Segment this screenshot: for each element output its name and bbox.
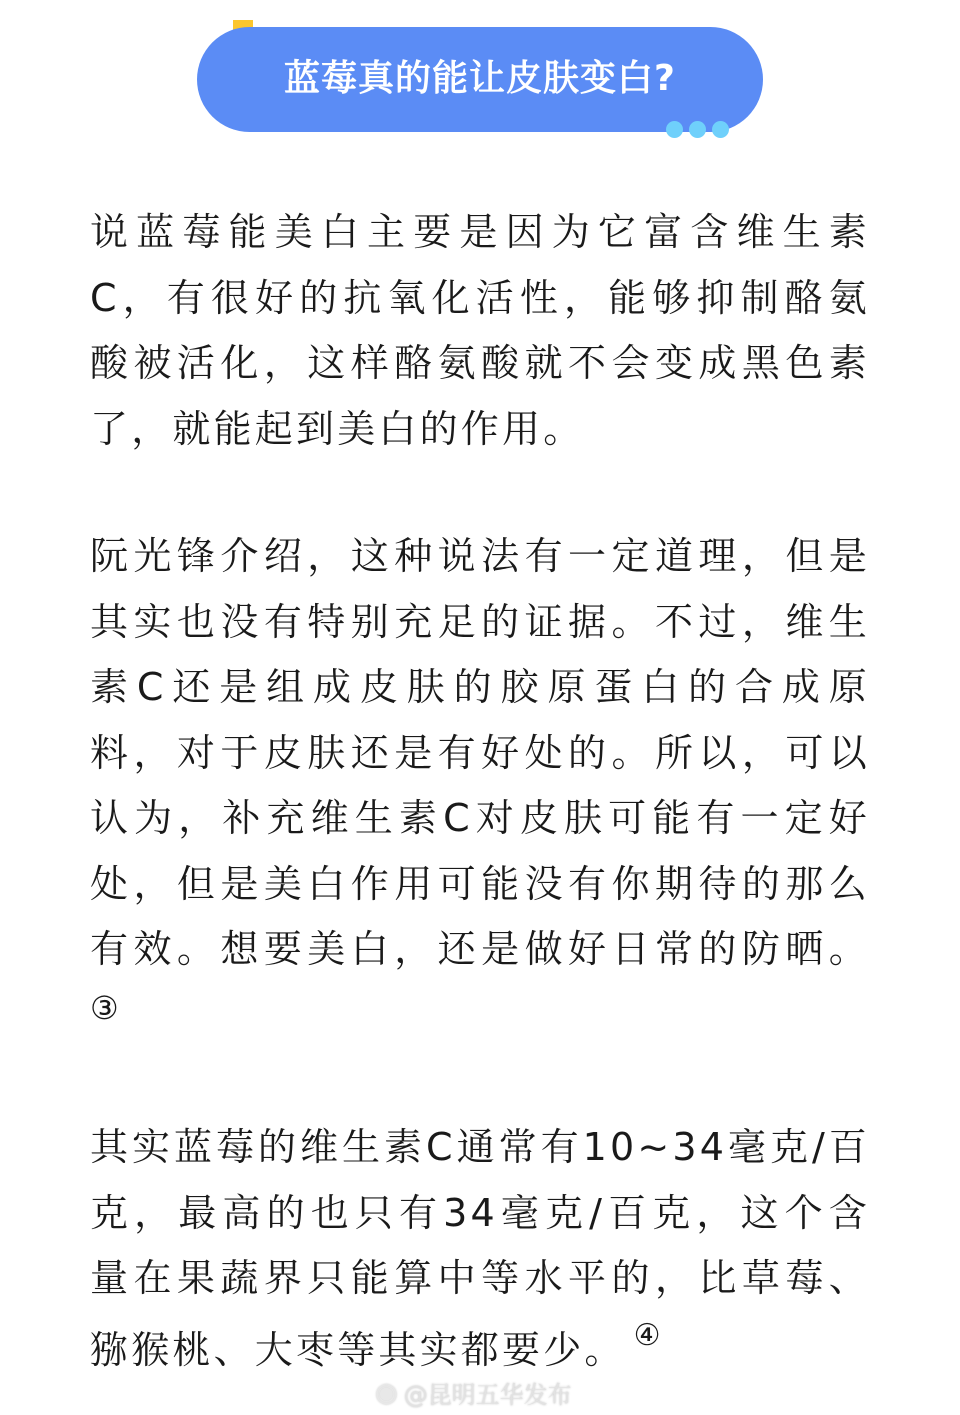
text-line: 料，对于皮肤还是有好处的。所以，可以 xyxy=(90,730,870,775)
text-line: C，有很好的抗氧化活性，能够抑制酪氨 xyxy=(90,275,870,320)
text-line: 酸被活化，这样酪氨酸就不会变成黑色素 xyxy=(90,341,870,385)
paragraph-3 xyxy=(90,1115,870,1386)
paragraph-1 xyxy=(90,200,870,462)
text-line: 其实也没有特别充足的证据。不过，维生 xyxy=(90,599,870,644)
text-line: 其实蓝莓的维生素C通常有10~34毫克/百 xyxy=(90,1125,870,1169)
footnote-marker: ④ xyxy=(633,1317,664,1353)
dot-icon xyxy=(666,121,683,138)
text-line: 认为，补充维生素C对皮肤可能有一定好 xyxy=(90,796,870,840)
footnote-marker: ③ xyxy=(90,988,122,1027)
text-line: 量在果蔬界只能算中等水平的，比草莓、 xyxy=(90,1256,870,1300)
text-line: 阮光锋介绍，这种说法有一定道理，但是 xyxy=(90,534,870,578)
page-title: 蓝莓真的能让皮肤变白? xyxy=(284,58,676,99)
text-line: 猕猴桃、大枣等其实都要少。 xyxy=(90,1327,626,1372)
text-line: 有效。想要美白，还是做好日常的防晒。 xyxy=(90,927,870,971)
decorative-dots xyxy=(666,121,729,138)
text-line: 了，就能起到美白的作用。 xyxy=(90,406,585,451)
text-line: 处，但是美白作用可能没有你期待的那么 xyxy=(90,861,870,906)
text-line: 说蓝莓能美白主要是因为它富含维生素 xyxy=(90,210,870,254)
text-line: 克，最高的也只有34毫克/百克，这个含 xyxy=(90,1190,870,1235)
text-line: 素C还是组成皮肤的胶原蛋白的合成原 xyxy=(90,665,870,709)
watermark xyxy=(375,1375,572,1410)
weibo-icon: ◉ xyxy=(375,1377,398,1408)
dot-icon xyxy=(712,121,729,138)
watermark-text: @昆明五华发布 xyxy=(403,1381,572,1409)
header-banner xyxy=(197,27,763,132)
dot-icon xyxy=(689,121,706,138)
paragraph-2 xyxy=(90,524,870,1033)
